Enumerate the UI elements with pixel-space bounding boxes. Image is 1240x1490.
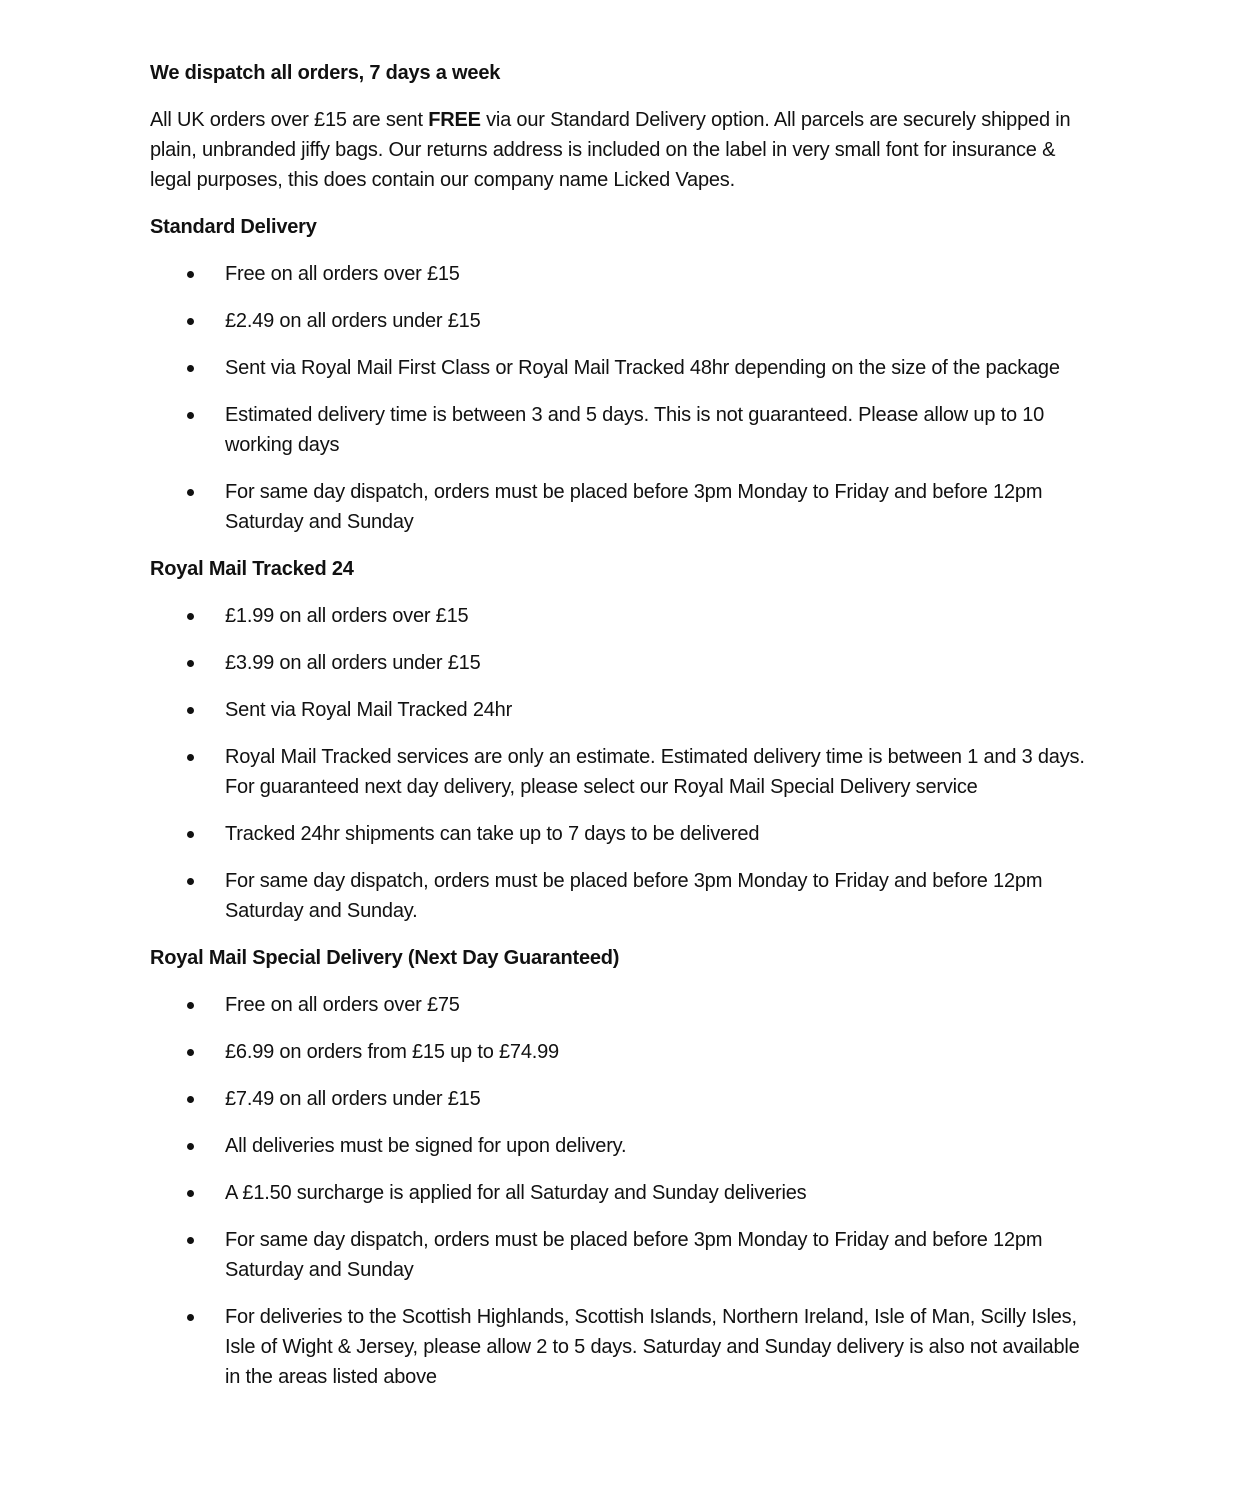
list-item (150, 648, 1095, 678)
bullet-icon (187, 613, 194, 620)
bullet-icon (187, 318, 194, 325)
list-item (150, 1178, 1095, 1208)
list-item-text: Royal Mail Tracked services are only an estimate. Estimated delivery time is between 1 and 3 days. For guaranteed next day delivery, please select our Royal Mail Special Delivery service (225, 746, 1085, 798)
list-item (150, 306, 1095, 336)
bullet-icon (187, 412, 194, 419)
tracked-24-list (150, 601, 1095, 926)
list-item-text: Sent via Royal Mail First Class or Royal Mail Tracked 48hr depending on the size of the package (225, 357, 1060, 379)
bullet-icon (187, 754, 194, 761)
bullet-icon (187, 831, 194, 838)
list-item (150, 742, 1095, 802)
bullet-icon (187, 1049, 194, 1056)
bullet-icon (187, 1190, 194, 1197)
list-item (150, 695, 1095, 725)
list-item (150, 601, 1095, 631)
bullet-icon (187, 1143, 194, 1150)
list-item-text: £3.99 on all orders under £15 (225, 652, 481, 674)
dispatch-heading: We dispatch all orders, 7 days a week (150, 62, 501, 84)
list-item-text: Tracked 24hr shipments can take up to 7 days to be delivered (225, 823, 760, 845)
bullet-icon (187, 707, 194, 714)
free-emphasis: FREE (428, 109, 481, 131)
list-item-text: A £1.50 surcharge is applied for all Saturday and Sunday deliveries (225, 1182, 807, 1204)
paragraph-text-start: All UK orders over £15 are sent (150, 109, 429, 131)
list-item (150, 1037, 1095, 1067)
list-item (150, 477, 1095, 537)
list-item-text: £7.49 on all orders under £15 (225, 1088, 481, 1110)
bullet-icon (187, 1237, 194, 1244)
list-item (150, 259, 1095, 289)
list-item (150, 1302, 1095, 1392)
list-item (150, 819, 1095, 849)
special-delivery-list (150, 990, 1095, 1392)
standard-delivery-list (150, 259, 1095, 537)
list-item-text: All deliveries must be signed for upon delivery. (225, 1135, 627, 1157)
list-item-text: For same day dispatch, orders must be placed before 3pm Monday to Friday and before 12pm Saturday and Sunday (225, 1229, 1043, 1281)
bullet-icon (187, 878, 194, 885)
bullet-icon (187, 1096, 194, 1103)
list-item-text: For deliveries to the Scottish Highlands, Scottish Islands, Northern Ireland, Isle of Man, Scilly Isles, Isle of Wight & Jersey, please allow 2 to 5 days. Saturday and Sunday delivery is also not available in the areas listed above (225, 1306, 1080, 1388)
list-item-text: Sent via Royal Mail Tracked 24hr (225, 699, 513, 721)
paragraph-text-end: via our Standard Delivery option. All parcels are securely shipped in plain, unbranded jiffy bags. Our returns address is included on the label in very small font for insurance & legal purposes, this does contain our company name Licked Vapes. (150, 109, 1071, 191)
list-item (150, 866, 1095, 926)
bullet-icon (187, 365, 194, 372)
bullet-icon (187, 660, 194, 667)
bullet-icon (187, 489, 194, 496)
delivery-info-document (150, 58, 1095, 1409)
list-item-text: For same day dispatch, orders must be placed before 3pm Monday to Friday and before 12pm Saturday and Sunday. (225, 870, 1043, 922)
list-item-text: Free on all orders over £75 (225, 994, 460, 1016)
list-item-text: £1.99 on all orders over £15 (225, 605, 469, 627)
bullet-icon (187, 1002, 194, 1009)
special-delivery-heading: Royal Mail Special Delivery (Next Day Guaranteed) (150, 947, 620, 969)
free-delivery-paragraph (150, 105, 1095, 195)
standard-delivery-heading: Standard Delivery (150, 216, 317, 238)
list-item-text: £2.49 on all orders under £15 (225, 310, 481, 332)
list-item (150, 990, 1095, 1020)
list-item-text: For same day dispatch, orders must be placed before 3pm Monday to Friday and before 12pm Saturday and Sunday (225, 481, 1043, 533)
bullet-icon (187, 1314, 194, 1321)
list-item-text: Estimated delivery time is between 3 and 5 days. This is not guaranteed. Please allow up to 10 working days (225, 404, 1045, 456)
list-item (150, 1225, 1095, 1285)
list-item (150, 1131, 1095, 1161)
tracked-24-heading: Royal Mail Tracked 24 (150, 558, 354, 580)
list-item (150, 400, 1095, 460)
list-item (150, 353, 1095, 383)
list-item-text: Free on all orders over £15 (225, 263, 460, 285)
bullet-icon (187, 271, 194, 278)
list-item-text: £6.99 on orders from £15 up to £74.99 (225, 1041, 559, 1063)
list-item (150, 1084, 1095, 1114)
